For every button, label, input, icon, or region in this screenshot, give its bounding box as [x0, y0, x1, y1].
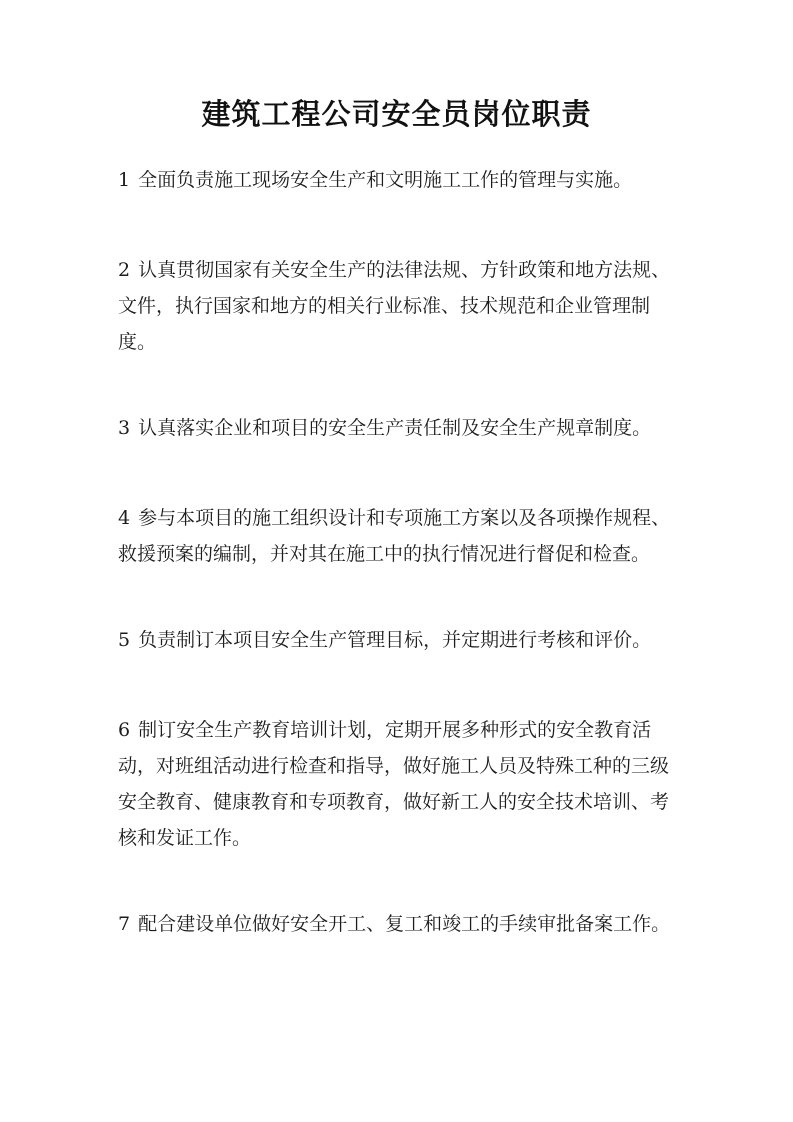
duty-item-number: 3: [118, 417, 131, 439]
duty-item-3: [118, 410, 683, 446]
duty-item-text: 负责制订本项目安全生产管理目标，并定期进行考核和评价。: [138, 629, 652, 651]
duty-item-number: 6: [118, 719, 131, 741]
duty-item-6: [118, 712, 683, 856]
duty-item-number: 7: [118, 913, 131, 935]
duty-item-5: [118, 622, 683, 658]
duty-item-number: 1: [118, 169, 131, 191]
document-title: 建筑工程公司安全员岗位职责: [201, 97, 592, 131]
duty-item-text: 认真落实企业和项目的安全生产责任制及安全生产规章制度。: [138, 417, 652, 439]
duty-item-number: 2: [118, 259, 131, 281]
duty-item-number: 5: [118, 629, 131, 651]
duty-item-number: 4: [118, 507, 131, 529]
duty-item-1: [118, 162, 683, 198]
duty-item-text: 参与本项目的施工组织设计和专项施工方案以及各项操作规程、救援预案的编制，并对其在施工中的执行情况进行督促和检查。: [118, 507, 671, 565]
duty-item-text: 制订安全生产教育培训计划，定期开展多种形式的安全教育活动，对班组活动进行检查和指导，做好施工人员及特殊工种的三级安全教育、健康教育和专项教育，做好新工人的安全技术培训、考核和发证工作。: [118, 719, 670, 849]
duty-item-7: [118, 906, 683, 942]
duty-item-text: 认真贯彻国家有关安全生产的法律法规、方针政策和地方法规、文件，执行国家和地方的相关行业标准、技术规范和企业管理制度。: [118, 259, 671, 353]
duty-item-2: [118, 252, 683, 360]
duty-item-text: 配合建设单位做好安全开工、复工和竣工的手续审批备案工作。: [138, 913, 671, 935]
duty-item-text: 全面负责施工现场安全生产和文明施工工作的管理与实施。: [138, 169, 633, 191]
duty-item-4: [118, 500, 683, 572]
